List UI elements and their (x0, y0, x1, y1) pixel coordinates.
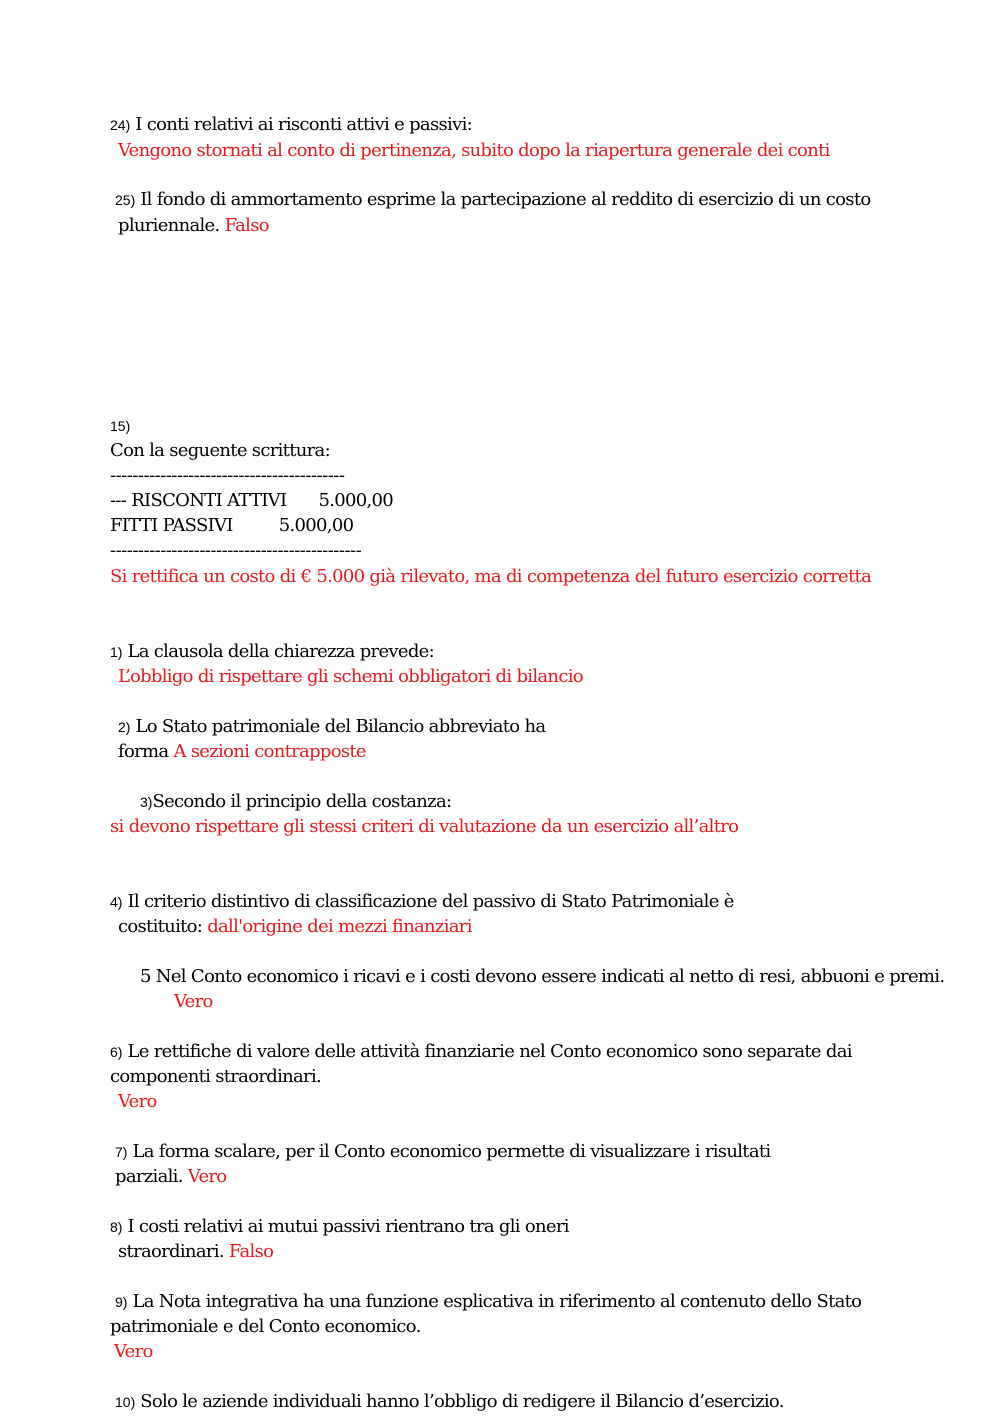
answer-25: Falso (224, 215, 269, 236)
question-text: I conti relativi ai risconti attivi e passivi: (135, 114, 472, 135)
debit-amount: 5.000,00 (318, 490, 394, 511)
question-4-line2 (118, 916, 472, 938)
question-15-intro: Con la seguente scrittura: (110, 440, 330, 461)
question-4-line1 (110, 891, 734, 913)
question-8-line2 (118, 1241, 273, 1263)
question-24 (110, 114, 472, 136)
question-text: Nel Conto economico i ricavi e i costi devono essere indicati al netto di resi, abbuoni e premi. (155, 966, 945, 987)
entry-prefix: --- (110, 490, 127, 511)
question-text: I costi relativi ai mutui passivi rientrano tra gli oneri (127, 1216, 569, 1237)
question-2-line1 (118, 716, 545, 738)
answer-7: Vero (187, 1166, 227, 1187)
answer-2: A sezioni contrapposte (173, 741, 366, 762)
question-number: 10) (115, 1394, 136, 1410)
question-number: 8) (110, 1219, 123, 1235)
question-number: 3) (140, 794, 153, 810)
question-9-line1 (115, 1291, 861, 1313)
question-1 (110, 641, 434, 663)
question-text: Solo le aziende individuali hanno l’obbligo di redigere il Bilancio d’esercizio. (140, 1391, 784, 1412)
question-number: 1) (110, 644, 123, 660)
question-6-line1 (110, 1041, 852, 1063)
answer-6: Vero (118, 1091, 157, 1112)
question-text: Il fondo di ammortamento esprime la partecipazione al reddito di esercizio di un costo (140, 189, 871, 210)
question-7-line1 (115, 1141, 770, 1163)
answer-3: si devono rispettare gli stessi criteri di valutazione da un esercizio all’altro (110, 816, 739, 837)
question-number: 6) (110, 1044, 123, 1060)
question-7-line2 (115, 1166, 226, 1188)
question-8-line1 (110, 1216, 569, 1238)
question-text: straordinari. (118, 1241, 224, 1262)
question-number: 24) (110, 117, 131, 133)
entry-dash-top: ------------------------------------------ (110, 465, 345, 486)
answer-15: Si rettifica un costo di € 5.000 già rilevato, ma di competenza del futuro esercizio corretta (110, 566, 872, 587)
question-3 (140, 791, 451, 813)
question-text: forma (118, 741, 169, 762)
question-number: 7) (115, 1144, 128, 1160)
question-text: costituito: (118, 916, 203, 937)
question-number: 4) (110, 894, 123, 910)
question-text: Il criterio distintivo di classificazione del passivo di Stato Patrimoniale è (127, 891, 734, 912)
answer-5: Vero (174, 991, 213, 1012)
question-10 (115, 1391, 784, 1413)
entry-debit-row (110, 490, 393, 512)
entry-dash-bottom: --------------------------------------------- (110, 540, 362, 561)
entry-credit-row (110, 515, 353, 537)
question-2-line2 (118, 741, 366, 763)
question-text: La forma scalare, per il Conto economico permette di visualizzare i risultati (132, 1141, 771, 1162)
question-25-line2 (118, 215, 269, 237)
question-number: 9) (115, 1294, 128, 1310)
question-6-line2: componenti straordinari. (110, 1066, 322, 1087)
answer-9: Vero (114, 1341, 153, 1362)
credit-amount: 5.000,00 (278, 515, 354, 536)
question-text: La Nota integrativa ha una funzione esplicativa in riferimento al contenuto dello Stato (132, 1291, 862, 1312)
debit-account: RISCONTI ATTIVI (131, 490, 287, 511)
question-15-number: 15) (110, 418, 131, 434)
answer-1: L’obbligo di rispettare gli schemi obbligatori di bilancio (118, 666, 583, 687)
question-text: parziali. (115, 1166, 183, 1187)
credit-account: FITTI PASSIVI (110, 515, 233, 536)
question-number: 2) (118, 719, 131, 735)
question-number: 5 (140, 966, 151, 987)
question-number: 25) (115, 192, 136, 208)
answer-4: dall'origine dei mezzi finanziari (207, 916, 472, 937)
question-9-line2: patrimoniale e del Conto economico. (110, 1316, 421, 1337)
question-text: pluriennale. (118, 215, 220, 236)
question-5 (140, 966, 944, 988)
answer-24: Vengono stornati al conto di pertinenza, subito dopo la riapertura generale dei conti (118, 140, 830, 161)
question-text: Le rettifiche di valore delle attività finanziarie nel Conto economico sono separate dai (127, 1041, 852, 1062)
question-text: La clausola della chiarezza prevede: (127, 641, 434, 662)
question-text: Lo Stato patrimoniale del Bilancio abbreviato ha (135, 716, 546, 737)
answer-8: Falso (228, 1241, 274, 1262)
question-text: Secondo il principio della costanza: (152, 791, 452, 812)
question-25-line1 (115, 189, 871, 211)
